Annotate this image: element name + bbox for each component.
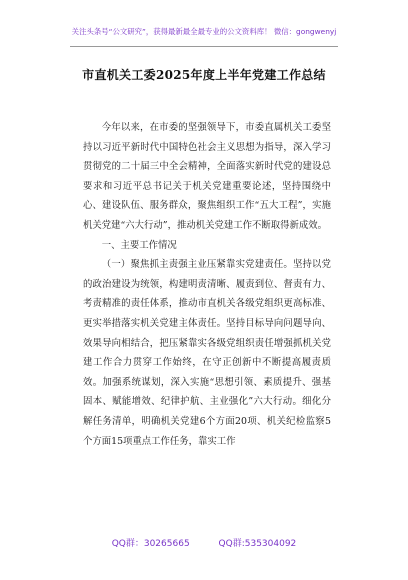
footer-qq-group-2: QQ群:535304092 <box>218 539 297 549</box>
intro-paragraph: 今年以来，在市委的坚强领导下，市委直属机关工委坚持以习近平新时代中国特色社会主义思想为指导，深入学习贯彻党的二十届三中全会精神，全面落实新时代党的建设总要求和习近平总书记关于机关党建重要论述，坚持围绕中心、建设队伍、服务群众，聚焦组织工作“五大工程”，实施机关党建“六大行动”，推动机关党建工作不断取得新成效。 <box>83 122 331 231</box>
header-divider <box>70 46 338 47</box>
footer-qq-group-1: QQ群：30265665 <box>111 539 190 549</box>
header-banner-text: 关注头条号“公文研究”，获得最新最全最专业的公文资料库！ 微信：gongwenyj <box>71 27 337 36</box>
document-title: 市直机关工委2025年度上半年党建工作总结 <box>82 68 326 82</box>
section-heading: 一、主要工作情况 <box>101 239 177 251</box>
footer-contact <box>0 536 408 549</box>
document-body <box>83 118 331 451</box>
body-paragraph: （一）聚焦抓主责强主业压紧靠实党建责任。坚持以党的政治建设为统领，构建明责清晰、履责到位、督责有力、考责精准的责任体系，推动市直机关各级党组织更高标准、更实举措落实机关党建主体责任。坚持目标导向问题导向、效果导向相结合，把压紧靠实各级党组织责任增强抓机关党建工作合力贯穿工作始终，在守正创新中不断提高履责质效。加强系统谋划，深入实施“思想引领、素质提升、强基固本、赋能增效、纪律护航、主业强化”六大行动。细化分解任务清单，明确机关党建6个方面20项、机关纪检监察5个方面15项重点工作任务，靠实工作 <box>83 259 331 447</box>
